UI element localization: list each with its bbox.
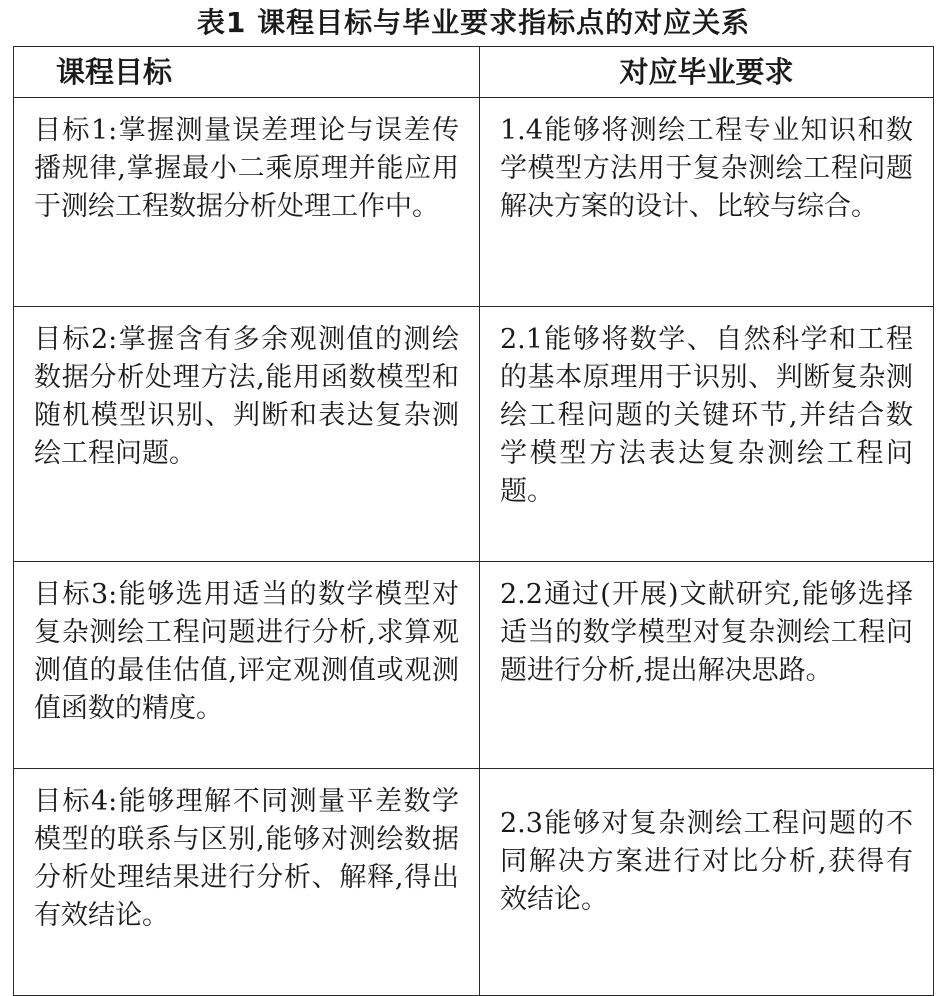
requirement-cell — [480, 307, 934, 562]
goal-cell — [14, 769, 480, 996]
goal-text: 目标1:掌握测量误差理论与误差传播规律,掌握最小二乘原理并能应用于测绘工程数据分析处理工作中。 — [34, 115, 459, 222]
table-caption: 表1 课程目标与毕业要求指标点的对应关系 — [196, 6, 751, 39]
requirement-text: 2.1能够将数学、自然科学和工程的基本原理用于识别、判断复杂测绘工程问题的关键环节,并结合数学模型方法表达复杂测绘工程问题。 — [500, 324, 913, 507]
header-graduation-requirement: 对应毕业要求 — [480, 47, 934, 98]
requirement-cell — [480, 769, 934, 996]
goal-text: 目标4:能够理解不同测量平差数学模型的联系与区别,能够对测绘数据分析处理结果进行分析、解释,得出有效结论。 — [34, 786, 459, 931]
requirement-text: 2.2通过(开展)文献研究,能够选择适当的数学模型对复杂测绘工程问题进行分析,提出解决思路。 — [500, 579, 913, 686]
table-row — [14, 98, 934, 307]
goal-text: 目标3:能够选用适当的数学模型对复杂测绘工程问题进行分析,求算观测值的最佳估值,评定观测值或观测值函数的精度。 — [34, 579, 459, 724]
goal-cell — [14, 307, 480, 562]
table-row — [14, 769, 934, 996]
requirement-cell — [480, 562, 934, 769]
header-course-goal: 课程目标 — [14, 47, 480, 98]
table-row — [14, 307, 934, 562]
table-header-row — [14, 47, 934, 98]
requirement-text: 2.3能够对复杂测绘工程问题的不同解决方案进行对比分析,获得有效结论。 — [500, 808, 913, 915]
requirement-text: 1.4能够将测绘工程专业知识和数学模型方法用于复杂测绘工程问题解决方案的设计、比较与综合。 — [500, 115, 913, 222]
requirement-cell — [480, 98, 934, 307]
mapping-table — [13, 46, 934, 996]
goal-text: 目标2:掌握含有多余观测值的测绘数据分析处理方法,能用函数模型和随机模型识别、判断和表达复杂测绘工程问题。 — [34, 324, 459, 469]
goal-cell — [14, 98, 480, 307]
goal-cell — [14, 562, 480, 769]
table-row — [14, 562, 934, 769]
